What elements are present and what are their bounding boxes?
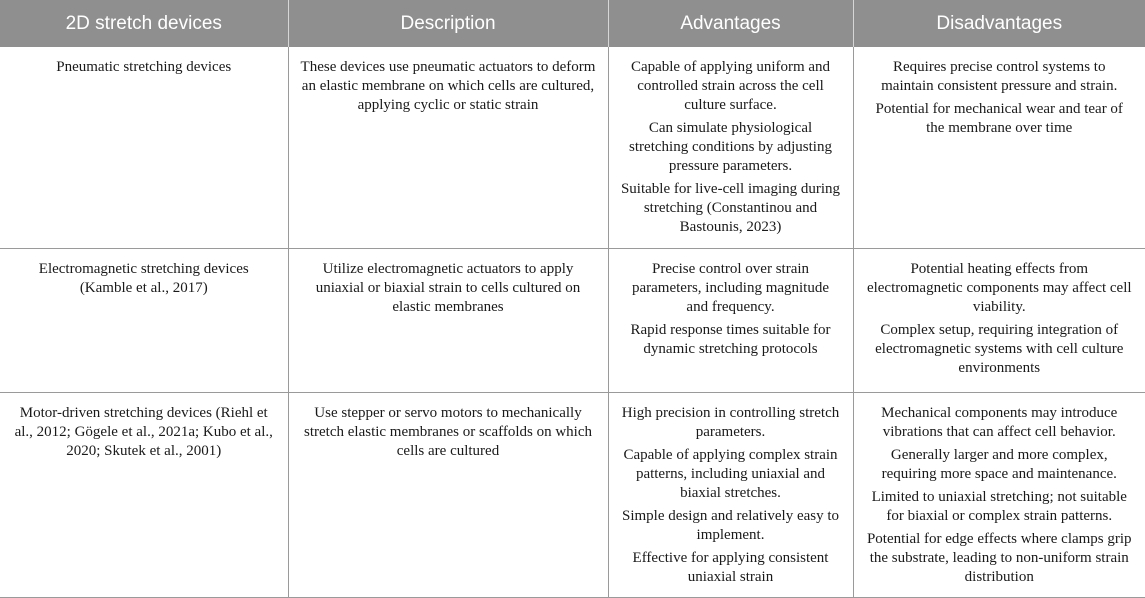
advantage-item: Precise control over strain parameters, including magnitude and frequency. xyxy=(631,261,830,315)
disadvantages-cell xyxy=(853,47,1145,249)
advantage-item: Can simulate physiological stretching conditions by adjusting pressure parameters. xyxy=(629,120,832,174)
description-cell: Use stepper or servo motors to mechanically stretch elastic membranes or scaffolds on which cells are cultured xyxy=(288,393,608,598)
disadvantage-item: Potential heating effects from electromagnetic components may affect cell viability. xyxy=(866,261,1132,315)
disadvantage-item: Potential for edge effects where clamps grip the substrate, leading to non-uniform strain distribution xyxy=(866,531,1132,585)
advantages-cell xyxy=(608,393,853,598)
table-row xyxy=(0,393,1145,598)
disadvantage-item: Requires precise control systems to maintain consistent pressure and strain. xyxy=(881,59,1118,94)
advantages-cell xyxy=(608,47,853,249)
advantage-item: Suitable for live-cell imaging during stretching (Constantinou and Bastounis, 2023) xyxy=(620,181,841,235)
disadvantages-cell xyxy=(853,393,1145,598)
advantage-item: Effective for applying consistent uniaxial strain xyxy=(632,550,829,585)
disadvantage-item: Generally larger and more complex, requiring more space and maintenance. xyxy=(881,447,1117,482)
header-row xyxy=(0,0,1145,47)
advantages-cell xyxy=(608,249,853,393)
description-cell: These devices use pneumatic actuators to deform an elastic membrane on which cells are cultured, applying cyclic or static strain xyxy=(288,47,608,249)
header-advantages: Advantages xyxy=(608,0,853,47)
advantage-item: High precision in controlling stretch parameters. xyxy=(621,405,840,440)
disadvantage-item: Potential for mechanical wear and tear of the membrane over time xyxy=(875,101,1123,136)
advantage-item: Simple design and relatively easy to implement. xyxy=(621,508,840,543)
disadvantages-cell xyxy=(853,249,1145,393)
table-row xyxy=(0,249,1145,393)
device-cell: Pneumatic stretching devices xyxy=(0,47,288,249)
advantage-item: Rapid response times suitable for dynamic stretching protocols xyxy=(630,322,831,357)
advantage-item: Capable of applying complex strain patterns, including uniaxial and biaxial stretches. xyxy=(623,447,838,501)
table-body xyxy=(0,47,1145,598)
disadvantage-item: Mechanical components may introduce vibrations that can affect cell behavior. xyxy=(881,405,1118,440)
table-header xyxy=(0,0,1145,47)
description-cell: Utilize electromagnetic actuators to apply uniaxial or biaxial strain to cells cultured on elastic membranes xyxy=(288,249,608,393)
header-disadvantages: Disadvantages xyxy=(853,0,1145,47)
advantage-item: Capable of applying uniform and controlled strain across the cell culture surface. xyxy=(630,59,831,113)
header-device: 2D stretch devices xyxy=(0,0,288,47)
device-cell: Motor-driven stretching devices (Riehl et al., 2012; Gögele et al., 2021a; Kubo et al., 2020; Skutek et al., 2001) xyxy=(0,393,288,598)
disadvantage-item: Complex setup, requiring integration of electromagnetic systems with cell culture environments xyxy=(875,322,1124,376)
header-description: Description xyxy=(288,0,608,47)
disadvantage-item: Limited to uniaxial stretching; not suitable for biaxial or complex strain patterns. xyxy=(871,489,1127,524)
table-row xyxy=(0,47,1145,249)
device-cell: Electromagnetic stretching devices (Kamble et al., 2017) xyxy=(0,249,288,393)
